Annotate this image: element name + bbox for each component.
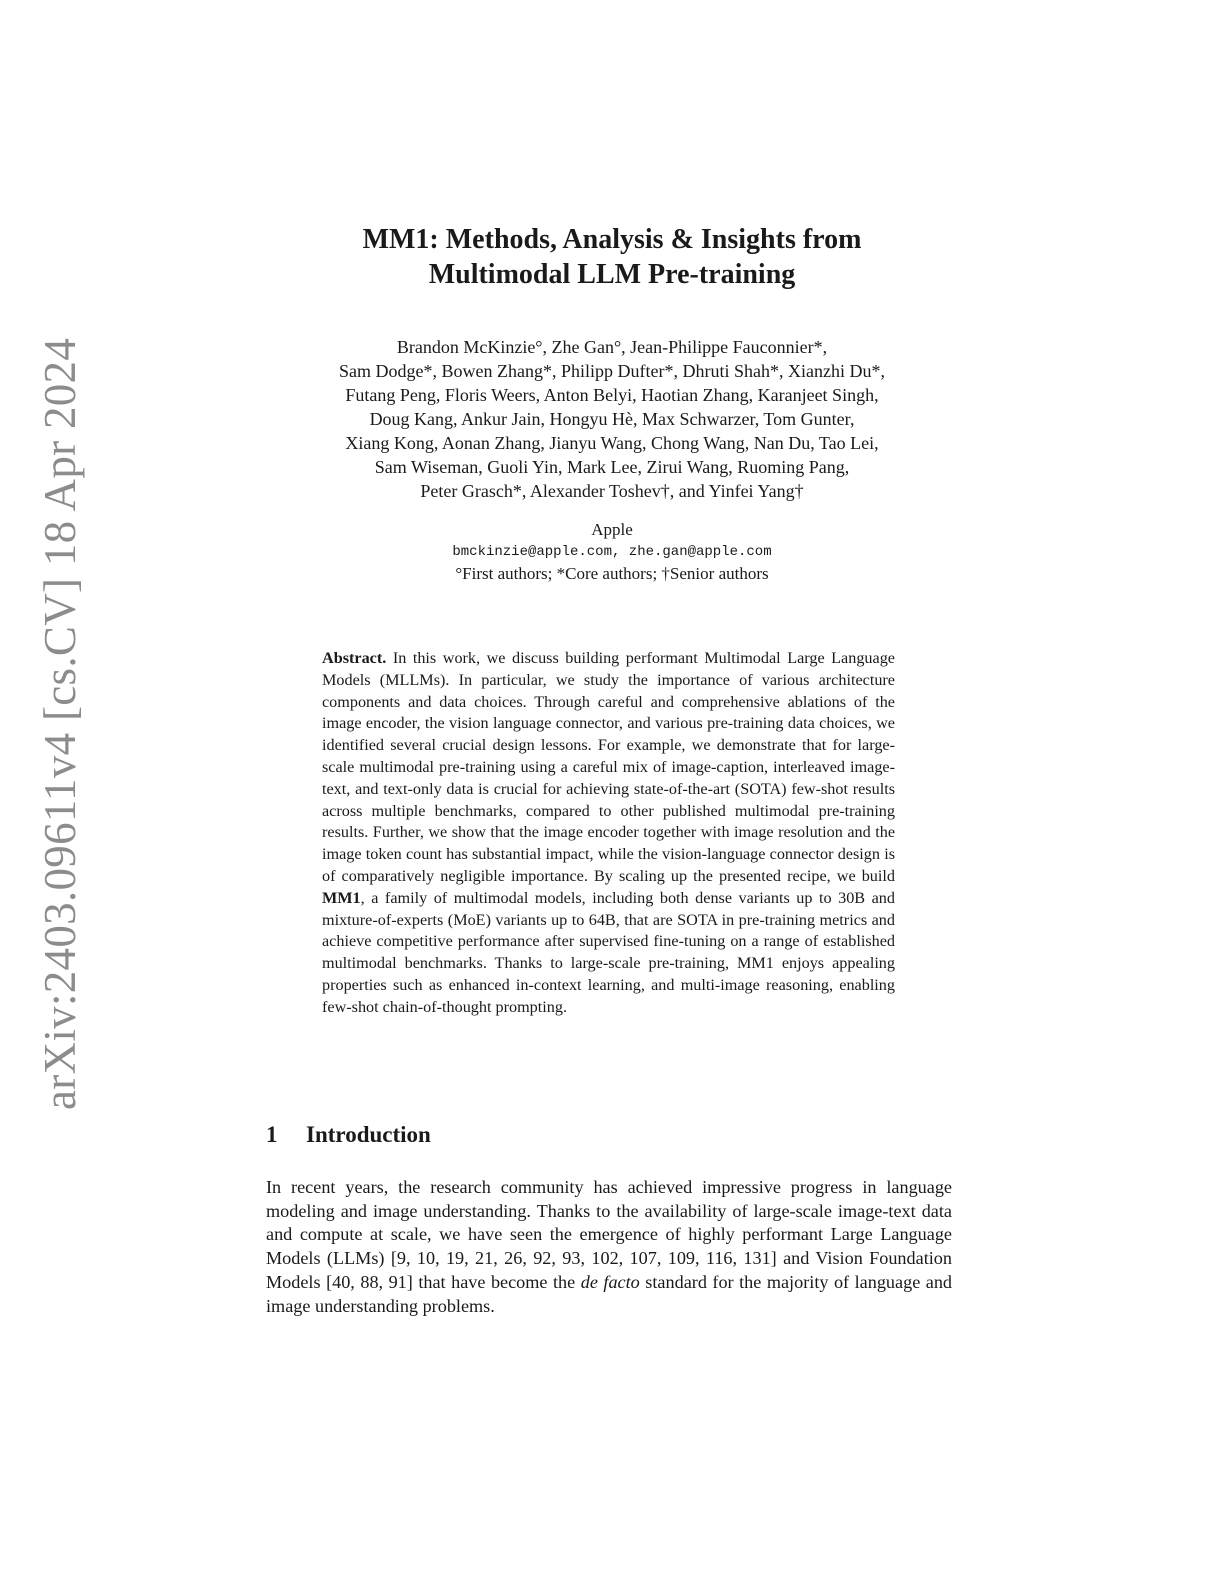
abstract-model-name: MM1: [322, 888, 361, 907]
arxiv-stamp: arXiv:2403.09611v4 [cs.CV] 18 Apr 2024: [35, 337, 85, 1110]
abstract-text-part-1: In this work, we discuss building performant Multimodal Large Language Models (MLLMs). In particular, we study the importance of various architecture components and data choices. Through careful and comprehensive ablations of the image encoder, the vision language connector, and various pre-training data choices, we identified several crucial design lessons. For example, we demonstrate that for large-scale multimodal pre-training using a careful mix of image-caption, interleaved image-text, and text-only data is crucial for achieving state-of-the-art (SOTA) few-shot results across multiple benchmarks, compared to other published multimodal pre-training results. Further, we show that the image encoder together with image resolution and the image token count has substantial impact, while the vision-language connector design is of comparatively negligible importance. By scaling up the presented recipe, we build: [322, 649, 895, 885]
author-line-5: Xiang Kong, Aonan Zhang, Jianyu Wang, Chong Wang, Nan Du, Tao Lei,: [345, 433, 879, 453]
author-list: [212, 335, 1012, 503]
title-line-1: MM1: Methods, Analysis & Insights from: [362, 224, 862, 255]
author-emails[interactable]: bmckinzie@apple.com, zhe.gan@apple.com: [452, 544, 772, 560]
author-line-3: Futang Peng, Floris Weers, Anton Belyi, Haotian Zhang, Karanjeet Singh,: [345, 385, 879, 405]
abstract: [322, 648, 895, 1019]
section-number: 1: [266, 1122, 278, 1147]
intro-italic-term: de facto: [580, 1271, 640, 1292]
paper-title: [212, 222, 1012, 292]
section-heading-introduction: [266, 1122, 431, 1148]
author-line-1: Brandon McKinzie°, Zhe Gan°, Jean-Philippe Fauconnier*,: [396, 337, 828, 357]
affiliation-block: [212, 519, 1012, 585]
affiliation-org: Apple: [591, 520, 633, 539]
introduction-paragraph: [266, 1176, 952, 1318]
author-line-7: Peter Grasch*, Alexander Toshev†, and Yinfei Yang†: [420, 481, 804, 501]
section-title: Introduction: [306, 1122, 431, 1147]
intro-text-part-2: standard for the majority of language and image understanding problems.: [266, 1271, 953, 1316]
author-line-2: Sam Dodge*, Bowen Zhang*, Philipp Dufter*, Dhruti Shah*, Xianzhi Du*,: [339, 361, 885, 381]
author-line-4: Doug Kang, Ankur Jain, Hongyu Hè, Max Schwarzer, Tom Gunter,: [369, 409, 855, 429]
abstract-label: Abstract.: [322, 649, 387, 667]
intro-text-part-1: In recent years, the research community has achieved impressive progress in language modeling and image understanding. Thanks to the availability of large-scale image-text data and compute at scale, we have seen the emergence of highly performant Large Language Models (LLMs) [9, 10, 19, 21, 26, 92, 93, 102, 107, 109, 116, 131] and Vision Foundation Models [40, 88, 91] that have become the: [266, 1177, 952, 1292]
abstract-text-part-2: , a family of multimodal models, including both dense variants up to 30B and mixture-of-experts (MoE) variants up to 64B, that are SOTA in pre-training metrics and achieve competitive performance after supervised fine-tuning on a range of established multimodal benchmarks. Thanks to large-scale pre-training, MM1 enjoys appealing properties such as enhanced in-context learning, and multi-image reasoning, enabling few-shot chain-of-thought prompting.: [322, 888, 895, 1016]
title-line-2: Multimodal LLM Pre-training: [428, 259, 796, 290]
author-line-6: Sam Wiseman, Guoli Yin, Mark Lee, Zirui Wang, Ruoming Pang,: [374, 457, 850, 477]
author-role-notes: °First authors; *Core authors; †Senior authors: [455, 564, 769, 583]
